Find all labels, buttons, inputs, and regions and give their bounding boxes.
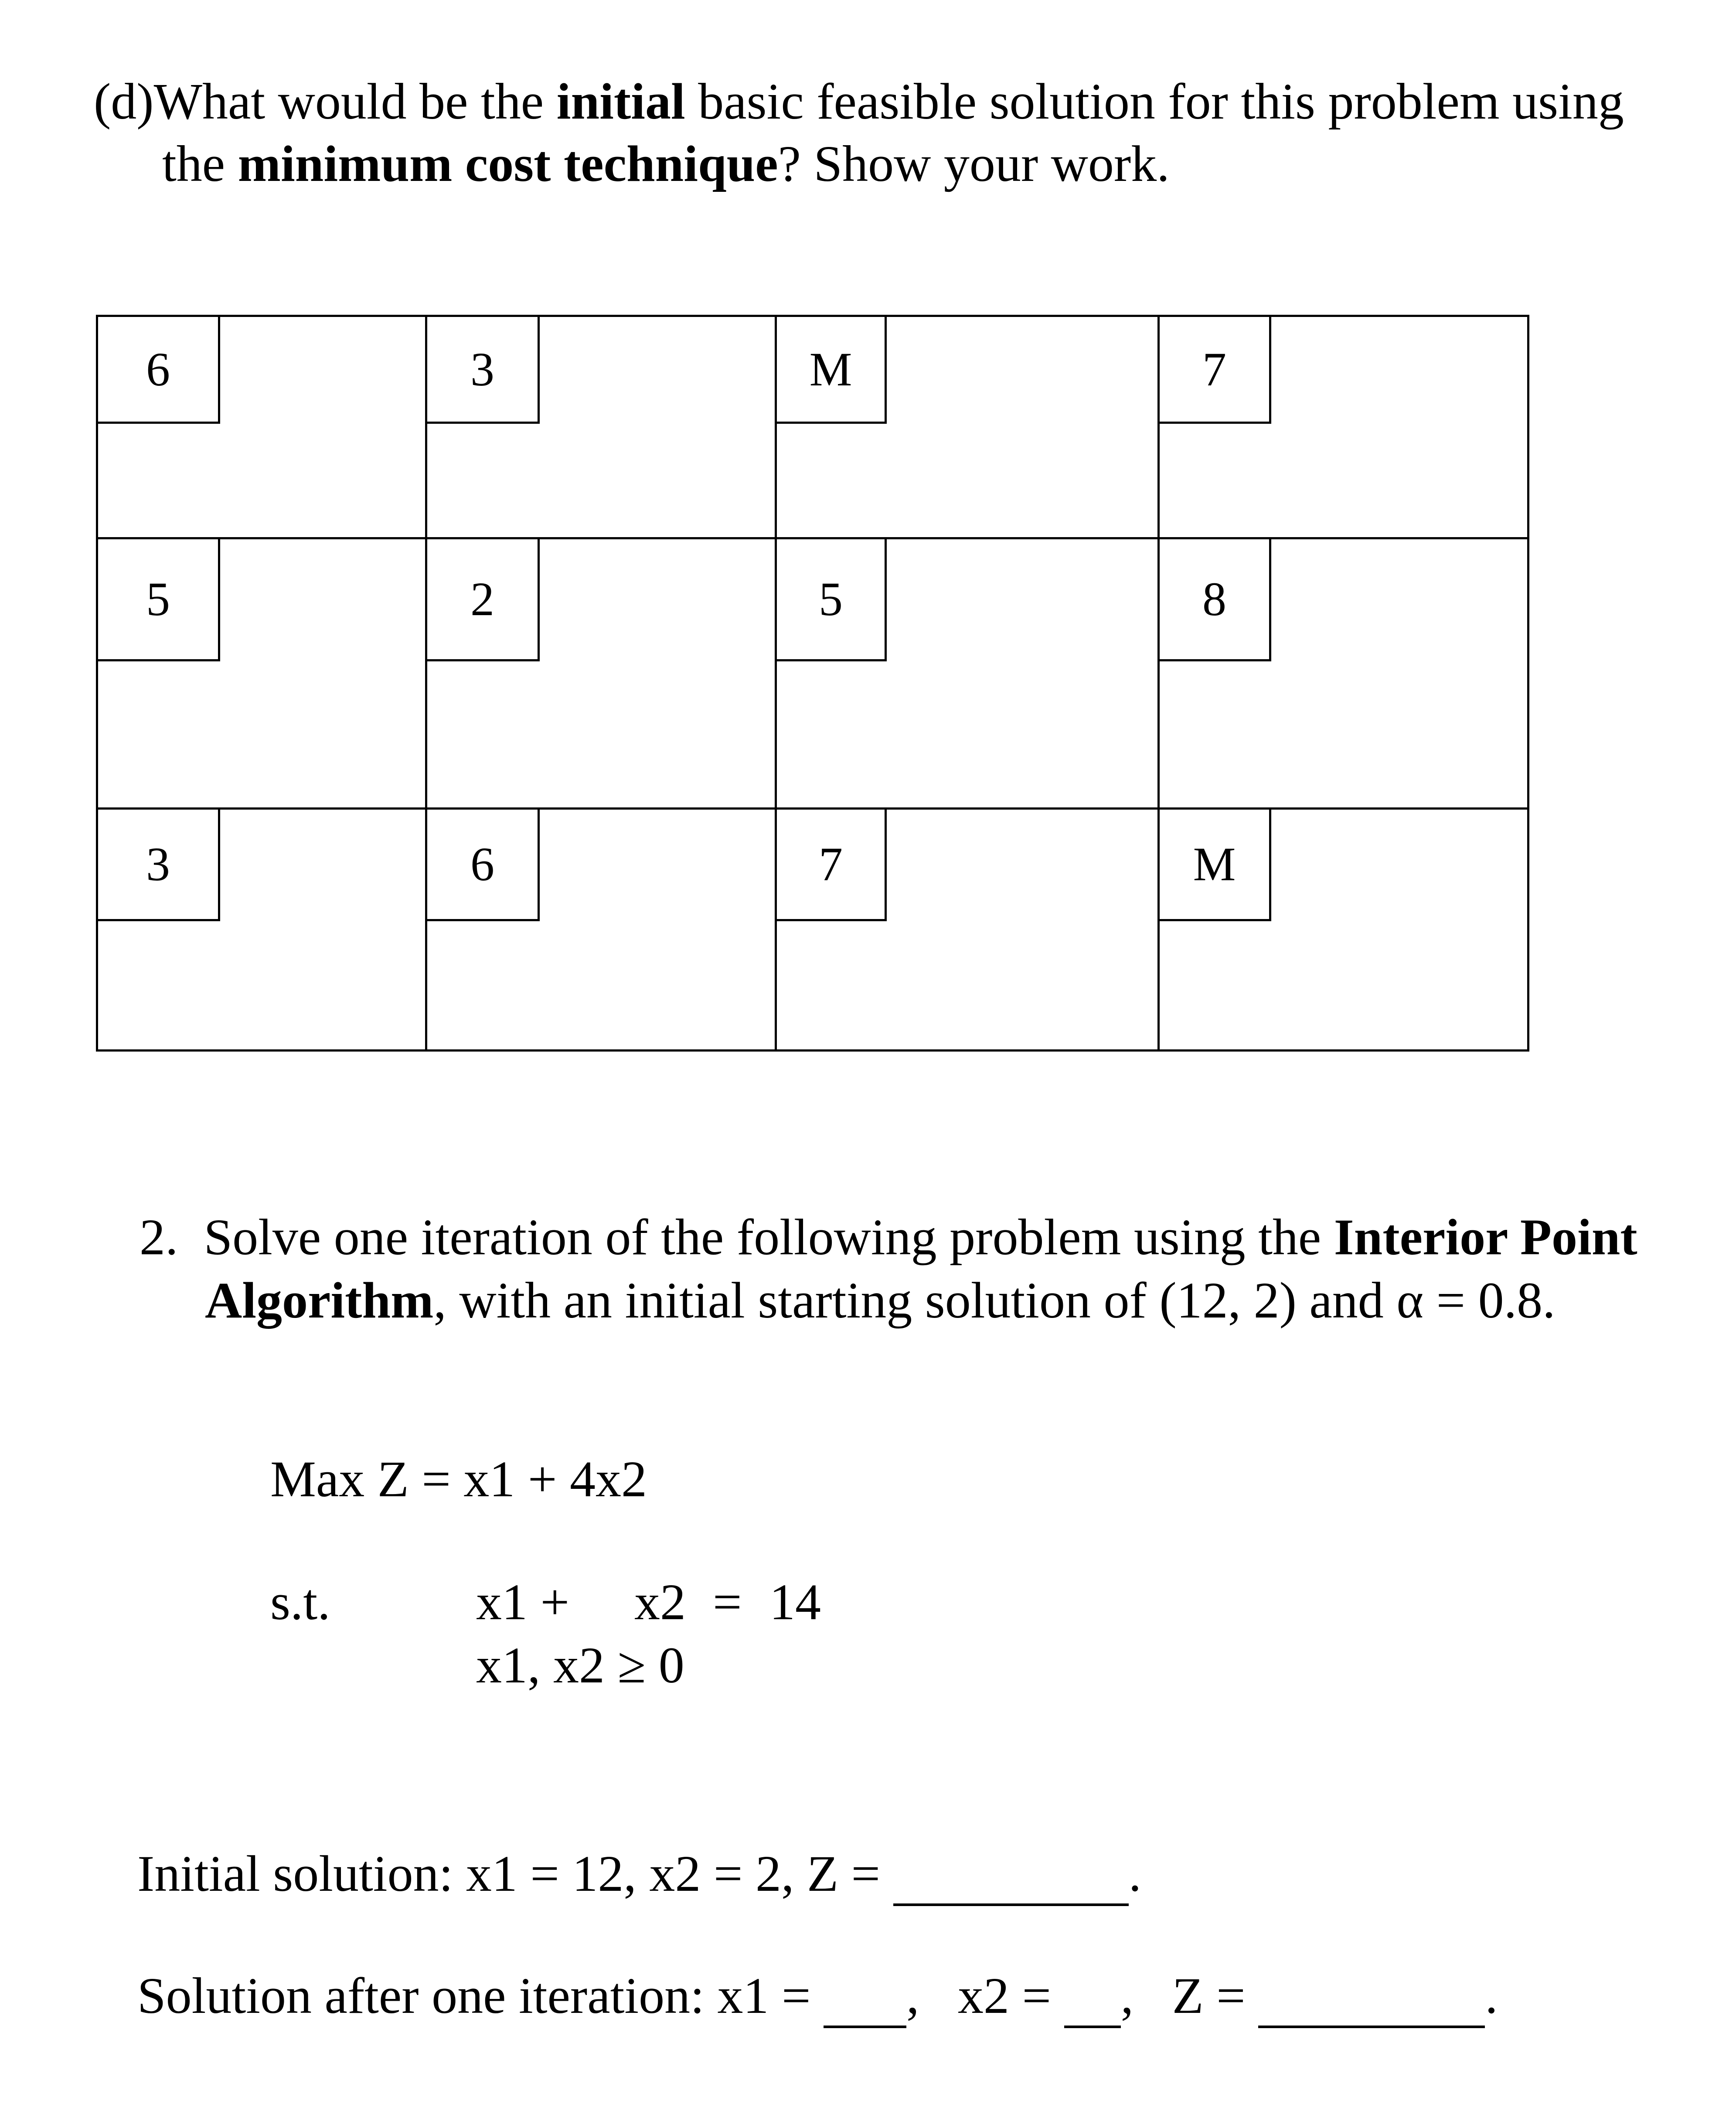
question-2-number: 2. xyxy=(140,1209,178,1266)
initial-z-blank[interactable] xyxy=(893,1844,1129,1906)
constraint-1-relation: = xyxy=(713,1573,742,1631)
question-2-line1: 2. Solve one iteration of the following problem using the Interior Point xyxy=(140,1209,1637,1266)
question-d-line2: the minimum cost technique? Show your work. xyxy=(162,135,1170,192)
cost-cell-r2-c4: 8 xyxy=(1160,539,1271,661)
question-d-line1: (d)What would be the initial basic feasible solution for this problem using xyxy=(94,73,1624,130)
cost-cell-r1-c1: 6 xyxy=(98,317,220,424)
emphasis-interior-point: Interior Point xyxy=(1334,1209,1637,1266)
x2-blank[interactable] xyxy=(1064,1966,1121,2028)
cost-cell-r2-c1: 5 xyxy=(98,539,220,661)
emphasis-minimum-cost: minimum cost technique xyxy=(238,135,778,192)
initial-solution-line: Initial solution: x1 = 12, x2 = 2, Z = . xyxy=(137,1844,1141,1906)
emphasis-algorithm: Algorithm xyxy=(205,1272,434,1329)
nonnegativity-constraint: x1, x2 ≥ 0 xyxy=(476,1637,684,1694)
constraint-1-rhs: 14 xyxy=(769,1573,821,1631)
question-2-line2: Algorithm, with an initial starting solution of (12, 2) and α = 0.8. xyxy=(205,1272,1556,1329)
column-divider xyxy=(425,317,427,1049)
iteration-z-blank[interactable] xyxy=(1258,1966,1485,2028)
constraint-1-lhs-a: x1 + xyxy=(476,1573,570,1631)
x1-blank[interactable] xyxy=(824,1966,906,2028)
emphasis-initial: initial xyxy=(556,73,685,130)
cost-cell-r3-c4: M xyxy=(1160,810,1271,921)
cost-cell-r2-c3: 5 xyxy=(777,539,887,661)
cost-cell-r1-c4: 7 xyxy=(1160,317,1271,424)
cost-cell-r2-c2: 2 xyxy=(427,539,540,661)
column-divider xyxy=(775,317,777,1049)
cost-cell-r1-c3: M xyxy=(777,317,887,424)
cost-cell-r1-c2: 3 xyxy=(427,317,540,424)
transportation-tableau xyxy=(96,315,1529,1052)
cost-cell-r3-c1: 3 xyxy=(98,810,220,921)
cost-cell-r3-c3: 7 xyxy=(777,810,887,921)
iteration-solution-line: Solution after one iteration: x1 = , x2 = , Z = . xyxy=(137,1966,1498,2028)
question-d-label: (d) xyxy=(94,73,154,130)
constraint-1-lhs-b: x2 xyxy=(634,1573,686,1631)
subject-to-label: s.t. xyxy=(270,1573,330,1631)
cost-cell-r3-c2: 6 xyxy=(427,810,540,921)
objective-function: Max Z = x1 + 4x2 xyxy=(270,1450,647,1508)
column-divider xyxy=(1157,317,1160,1049)
